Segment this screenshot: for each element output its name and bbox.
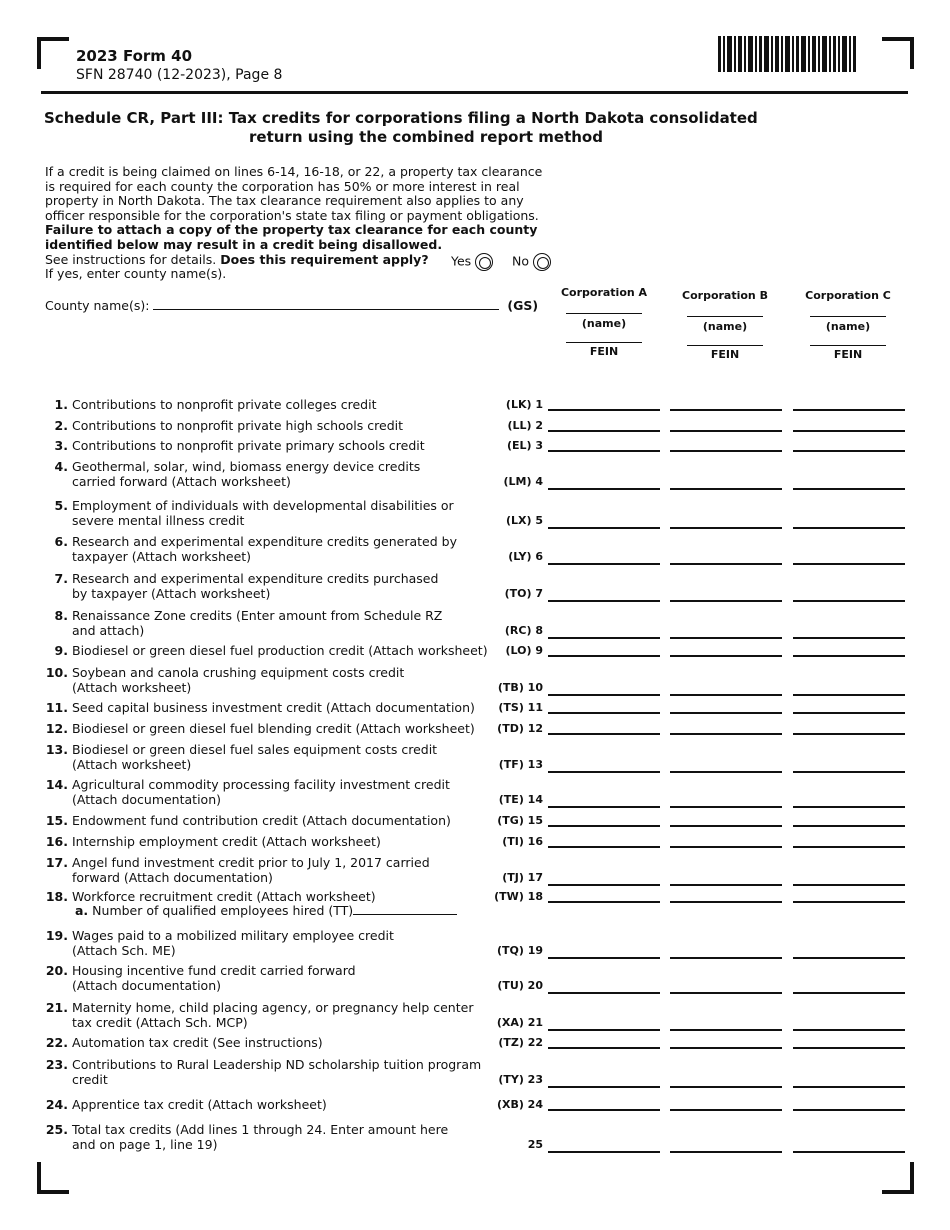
- corporation-c-amount-field[interactable]: [793, 884, 905, 886]
- header-rule: [41, 91, 908, 94]
- line-number: 18.: [45, 889, 68, 904]
- line-description-text: Endowment fund contribution credit (Attach documentation): [72, 813, 451, 828]
- line-description-text: Renaissance Zone credits (Enter amount from Schedule RZ: [72, 608, 443, 623]
- corporation-c-amount-field[interactable]: [793, 637, 905, 639]
- line-description: [72, 459, 497, 489]
- line-description-text: Seed capital business investment credit (Attach documentation): [72, 700, 475, 715]
- line-description-text: Biodiesel or green diesel fuel production credit (Attach worksheet): [72, 643, 488, 658]
- corporation-b-amount-field[interactable]: [670, 527, 782, 529]
- intro-see-instructions: See instructions for details.: [45, 251, 217, 267]
- line-description: [72, 834, 497, 849]
- corporation-b-amount-field[interactable]: [670, 806, 782, 808]
- county-code: (GS): [507, 298, 539, 313]
- corporation-a-amount-field[interactable]: [548, 733, 660, 735]
- line-number: 8.: [54, 608, 68, 623]
- line-description-text: Automation tax credit (See instructions): [72, 1035, 323, 1050]
- corporation-c-amount-field[interactable]: [793, 1047, 905, 1049]
- corporation-a-amount-field[interactable]: [548, 450, 660, 452]
- intro-text: If a credit is being claimed on lines 6-14, 16-18, or 22, a property tax clearance is required for each county the corporation has 50% or more interest in real property in North Dakota. The tax clearance requirement also applies to any officer responsible for the corporation's state tax filing or payment obligations.: [45, 164, 543, 223]
- line-description-text: Total tax credits (Add lines 1 through 24. Enter amount here: [72, 1122, 449, 1137]
- line-description: [72, 700, 497, 715]
- corporation-b-amount-field[interactable]: [670, 1151, 782, 1153]
- corporation-b-header: [670, 289, 780, 361]
- line-number: 5.: [54, 498, 68, 513]
- schedule-title: [44, 109, 904, 147]
- line-description-text-cont: (Attach Sch. ME): [72, 943, 176, 958]
- corporation-a-name-label: (name): [581, 317, 627, 330]
- line-code: (XA) 21: [496, 1016, 543, 1029]
- corporation-b-amount-field[interactable]: [670, 563, 782, 565]
- corporation-b-amount-field[interactable]: [670, 430, 782, 432]
- corporation-c-title: Corporation C: [805, 289, 891, 302]
- line-description-text: Contributions to nonprofit private colleges credit: [72, 397, 377, 412]
- line-description: [72, 418, 497, 433]
- schedule-title-line2: return using the combined report method: [249, 128, 603, 146]
- line-description: [72, 855, 497, 885]
- line-description-text: Biodiesel or green diesel fuel blending credit (Attach worksheet): [72, 721, 475, 736]
- corporation-a-name-field[interactable]: [566, 299, 642, 314]
- line-code: (LO) 9: [505, 644, 543, 657]
- barcode: [718, 36, 858, 72]
- form-subtitle: SFN 28740 (12-2023), Page 8: [76, 67, 283, 83]
- corporation-a-amount-field[interactable]: [548, 712, 660, 714]
- line-code: (LM) 4: [503, 475, 543, 488]
- line-code: (TS) 11: [498, 701, 543, 714]
- corner-mark-bottom-right: [882, 1162, 914, 1194]
- line-number: 20.: [45, 963, 68, 978]
- line-description-text-cont: credit: [72, 1072, 108, 1087]
- yes-radio[interactable]: [475, 253, 493, 271]
- corporation-b-amount-field[interactable]: [670, 733, 782, 735]
- line-code: (TD) 12: [497, 722, 543, 735]
- corporation-a-amount-field[interactable]: [548, 771, 660, 773]
- corporation-a-amount-field[interactable]: [548, 992, 660, 994]
- corporation-b-amount-field[interactable]: [670, 600, 782, 602]
- line-description: [72, 1000, 497, 1030]
- form-title: 2023 Form 40: [76, 47, 193, 65]
- line-description: [72, 1035, 497, 1050]
- corporation-b-amount-field[interactable]: [670, 992, 782, 994]
- line-18a-text: Number of qualified employees hired (TT): [92, 903, 354, 918]
- line-description: [72, 928, 497, 958]
- line-code: (TO) 7: [504, 587, 543, 600]
- line-description: [72, 777, 497, 807]
- corner-mark-top-left: [37, 37, 69, 69]
- corporation-c-amount-field[interactable]: [793, 563, 905, 565]
- county-label: County name(s):: [45, 298, 150, 313]
- corporation-c-amount-field[interactable]: [793, 1109, 905, 1111]
- corporation-b-amount-field[interactable]: [670, 771, 782, 773]
- line-18a: [75, 903, 457, 918]
- line-code: (TZ) 22: [498, 1036, 543, 1049]
- line-number: 4.: [54, 459, 68, 474]
- line-code: (TI) 16: [502, 835, 543, 848]
- corporation-a-amount-field[interactable]: [548, 409, 660, 411]
- corporation-a-amount-field[interactable]: [548, 825, 660, 827]
- line-description: [72, 571, 497, 601]
- corporation-c-amount-field[interactable]: [793, 1029, 905, 1031]
- line-number: 17.: [45, 855, 68, 870]
- line-18a-label: a.: [75, 903, 89, 918]
- requirement-question: Does this requirement apply?: [220, 251, 429, 267]
- line-code: (RC) 8: [504, 624, 543, 637]
- line-description-text: Maternity home, child placing agency, or pregnancy help center: [72, 1000, 474, 1015]
- line-description: [72, 721, 497, 736]
- line-number: 6.: [54, 534, 68, 549]
- no-option[interactable]: [512, 253, 551, 271]
- line-description: [72, 1057, 497, 1087]
- line-description: [72, 889, 497, 904]
- corporation-a-amount-field[interactable]: [548, 527, 660, 529]
- line-description-text: Research and experimental expenditure credits purchased: [72, 571, 439, 586]
- line-number: 23.: [45, 1057, 68, 1072]
- line-description-text: Angel fund investment credit prior to July 1, 2017 carried: [72, 855, 430, 870]
- corporation-c-amount-field[interactable]: [793, 733, 905, 735]
- line-code: (TB) 10: [497, 681, 543, 694]
- line-description-text-cont: taxpayer (Attach worksheet): [72, 549, 252, 564]
- corporation-b-amount-field[interactable]: [670, 655, 782, 657]
- corporation-b-amount-field[interactable]: [670, 694, 782, 696]
- line-description: [72, 1097, 497, 1112]
- corporation-a-fein-label: FEIN: [589, 345, 619, 358]
- corporation-a-amount-field[interactable]: [548, 1086, 660, 1088]
- line-description-text-cont: (Attach documentation): [72, 978, 221, 993]
- line-description-text: Contributions to nonprofit private high schools credit: [72, 418, 403, 433]
- corporation-c-amount-field[interactable]: [793, 992, 905, 994]
- county-row: [45, 298, 538, 313]
- line-description-text-cont: tax credit (Attach Sch. MCP): [72, 1015, 248, 1030]
- corporation-b-name-label: (name): [702, 320, 748, 333]
- corporation-a-amount-field[interactable]: [548, 901, 660, 903]
- corporation-c-fein-label: FEIN: [833, 348, 863, 361]
- line-code: (TU) 20: [497, 979, 543, 992]
- line-description: [72, 498, 497, 528]
- line-description-text: Employment of individuals with developmental disabilities or: [72, 498, 454, 513]
- line-description-text-cont: (Attach worksheet): [72, 680, 192, 695]
- line-description: [72, 397, 497, 412]
- line-code: (TW) 18: [494, 890, 543, 903]
- corporation-c-amount-field[interactable]: [793, 712, 905, 714]
- corporation-c-name-field[interactable]: [810, 302, 886, 317]
- line-description: [72, 608, 497, 638]
- corporation-c-amount-field[interactable]: [793, 694, 905, 696]
- corporation-a-header: [549, 286, 659, 358]
- corporation-c-amount-field[interactable]: [793, 846, 905, 848]
- corporation-a-amount-field[interactable]: [548, 694, 660, 696]
- corporation-c-amount-field[interactable]: [793, 901, 905, 903]
- line-code: (XB) 24: [496, 1098, 543, 1111]
- corporation-a-amount-field[interactable]: [548, 430, 660, 432]
- corporation-c-amount-field[interactable]: [793, 957, 905, 959]
- line-description-text-cont: and on page 1, line 19): [72, 1137, 218, 1152]
- corporation-b-amount-field[interactable]: [670, 409, 782, 411]
- corporation-b-amount-field[interactable]: [670, 450, 782, 452]
- corporation-c-fein-field[interactable]: [810, 333, 886, 346]
- line-number: 12.: [45, 721, 68, 736]
- line-description-text: Soybean and canola crushing equipment costs credit: [72, 665, 405, 680]
- corporation-c-amount-field[interactable]: [793, 488, 905, 490]
- line-number: 11.: [45, 700, 68, 715]
- qualified-employees-field[interactable]: [353, 903, 457, 915]
- line-number: 24.: [45, 1097, 68, 1112]
- schedule-title-line1: Schedule CR, Part III: Tax credits for corporations filing a North Dakota consolidated: [44, 109, 758, 127]
- line-description: [72, 643, 497, 658]
- corporation-b-amount-field[interactable]: [670, 488, 782, 490]
- intro-county-instruction: If yes, enter county name(s).: [45, 266, 227, 282]
- line-description-text: Internship employment credit (Attach worksheet): [72, 834, 381, 849]
- line-number: 21.: [45, 1000, 68, 1015]
- corporation-a-amount-field[interactable]: [548, 1047, 660, 1049]
- line-description-text: Wages paid to a mobilized military employee credit: [72, 928, 394, 943]
- line-number: 15.: [45, 813, 68, 828]
- line-code: 25: [527, 1138, 543, 1151]
- line-description-text-cont: severe mental illness credit: [72, 513, 245, 528]
- corporation-a-amount-field[interactable]: [548, 1029, 660, 1031]
- corporation-a-amount-field[interactable]: [548, 884, 660, 886]
- corporation-c-amount-field[interactable]: [793, 825, 905, 827]
- corporation-b-amount-field[interactable]: [670, 846, 782, 848]
- corporation-a-amount-field[interactable]: [548, 563, 660, 565]
- corporation-c-amount-field[interactable]: [793, 806, 905, 808]
- line-code: (EL) 3: [506, 439, 543, 452]
- line-code: (LX) 5: [505, 514, 543, 527]
- line-code: (TQ) 19: [496, 944, 543, 957]
- line-description: [72, 742, 497, 772]
- line-description-text-cont: carried forward (Attach worksheet): [72, 474, 291, 489]
- line-number: 10.: [45, 665, 68, 680]
- line-description: [72, 813, 497, 828]
- line-number: 2.: [54, 418, 68, 433]
- no-radio[interactable]: [533, 253, 551, 271]
- corporation-a-amount-field[interactable]: [548, 488, 660, 490]
- line-description-text: Geothermal, solar, wind, biomass energy device credits: [72, 459, 421, 474]
- corporation-c-amount-field[interactable]: [793, 430, 905, 432]
- line-description: [72, 963, 497, 993]
- corporation-c-header: [793, 289, 903, 361]
- line-code: (TE) 14: [498, 793, 543, 806]
- corporation-a-amount-field[interactable]: [548, 957, 660, 959]
- intro-warning: Failure to attach a copy of the property tax clearance for each county identified below may result in a credit being disallowed.: [45, 222, 538, 252]
- corporation-c-amount-field[interactable]: [793, 1086, 905, 1088]
- corporation-b-amount-field[interactable]: [670, 901, 782, 903]
- line-description-text: Contributions to nonprofit private primary schools credit: [72, 438, 425, 453]
- line-description: [72, 438, 497, 453]
- line-code: (LL) 2: [507, 419, 543, 432]
- corporation-b-amount-field[interactable]: [670, 1047, 782, 1049]
- corporation-a-amount-field[interactable]: [548, 1109, 660, 1111]
- line-number: 13.: [45, 742, 68, 757]
- yes-option[interactable]: [451, 253, 493, 271]
- corporation-c-amount-field[interactable]: [793, 527, 905, 529]
- line-code: (TY) 23: [498, 1073, 543, 1086]
- corporation-a-title: Corporation A: [560, 286, 648, 299]
- corporation-a-amount-field[interactable]: [548, 655, 660, 657]
- corporation-b-amount-field[interactable]: [670, 1029, 782, 1031]
- line-number: 22.: [45, 1035, 68, 1050]
- line-description: [72, 1122, 497, 1152]
- line-description: [72, 534, 497, 564]
- line-code: (LY) 6: [508, 550, 543, 563]
- line-code: (TJ) 17: [502, 871, 543, 884]
- corporation-a-amount-field[interactable]: [548, 806, 660, 808]
- line-number: 16.: [45, 834, 68, 849]
- corporation-a-amount-field[interactable]: [548, 637, 660, 639]
- line-number: 3.: [54, 438, 68, 453]
- line-code: (TF) 13: [498, 758, 543, 771]
- corporation-c-amount-field[interactable]: [793, 450, 905, 452]
- corporation-a-amount-field[interactable]: [548, 1151, 660, 1153]
- county-name-field[interactable]: [153, 298, 499, 310]
- corporation-a-fein-field[interactable]: [566, 330, 642, 343]
- corporation-a-amount-field[interactable]: [548, 600, 660, 602]
- line-description-text-cont: (Attach worksheet): [72, 757, 192, 772]
- line-code: (TG) 15: [497, 814, 543, 827]
- line-number: 9.: [54, 643, 68, 658]
- no-label: No: [512, 253, 529, 269]
- corporation-c-amount-field[interactable]: [793, 409, 905, 411]
- line-description-text: Research and experimental expenditure credits generated by: [72, 534, 457, 549]
- corporation-b-amount-field[interactable]: [670, 825, 782, 827]
- line-description-text: Housing incentive fund credit carried forward: [72, 963, 356, 978]
- line-code: (LK) 1: [505, 398, 543, 411]
- line-number: 25.: [45, 1122, 68, 1137]
- corporation-b-amount-field[interactable]: [670, 884, 782, 886]
- corporation-b-fein-field[interactable]: [687, 333, 763, 346]
- line-description-text: Biodiesel or green diesel fuel sales equipment costs credit: [72, 742, 438, 757]
- corporation-b-amount-field[interactable]: [670, 637, 782, 639]
- corporation-b-amount-field[interactable]: [670, 712, 782, 714]
- line-description-text-cont: forward (Attach documentation): [72, 870, 273, 885]
- corporation-b-title: Corporation B: [682, 289, 768, 302]
- line-description-text: Apprentice tax credit (Attach worksheet): [72, 1097, 327, 1112]
- corporation-c-amount-field[interactable]: [793, 655, 905, 657]
- corporation-b-name-field[interactable]: [687, 302, 763, 317]
- corporation-b-amount-field[interactable]: [670, 1086, 782, 1088]
- corporation-b-amount-field[interactable]: [670, 1109, 782, 1111]
- line-description-text-cont: (Attach documentation): [72, 792, 221, 807]
- line-number: 14.: [45, 777, 68, 792]
- line-description-text: Contributions to Rural Leadership ND scholarship tuition program: [72, 1057, 482, 1072]
- line-number: 19.: [45, 928, 68, 943]
- line-number: 1.: [54, 397, 68, 412]
- line-description-text: Agricultural commodity processing facility investment credit: [72, 777, 450, 792]
- line-description-text-cont: and attach): [72, 623, 145, 638]
- line-description-text-cont: by taxpayer (Attach worksheet): [72, 586, 271, 601]
- corporation-a-amount-field[interactable]: [548, 846, 660, 848]
- corporation-c-amount-field[interactable]: [793, 1151, 905, 1153]
- line-description: [72, 665, 497, 695]
- yes-label: Yes: [451, 253, 472, 269]
- corporation-c-amount-field[interactable]: [793, 771, 905, 773]
- corporation-b-amount-field[interactable]: [670, 957, 782, 959]
- corner-mark-bottom-left: [37, 1162, 69, 1194]
- line-number: 7.: [54, 571, 68, 586]
- corporation-b-fein-label: FEIN: [710, 348, 740, 361]
- line-description-text: Workforce recruitment credit (Attach worksheet): [72, 889, 376, 904]
- corporation-c-name-label: (name): [825, 320, 871, 333]
- corporation-c-amount-field[interactable]: [793, 600, 905, 602]
- corner-mark-top-right: [882, 37, 914, 69]
